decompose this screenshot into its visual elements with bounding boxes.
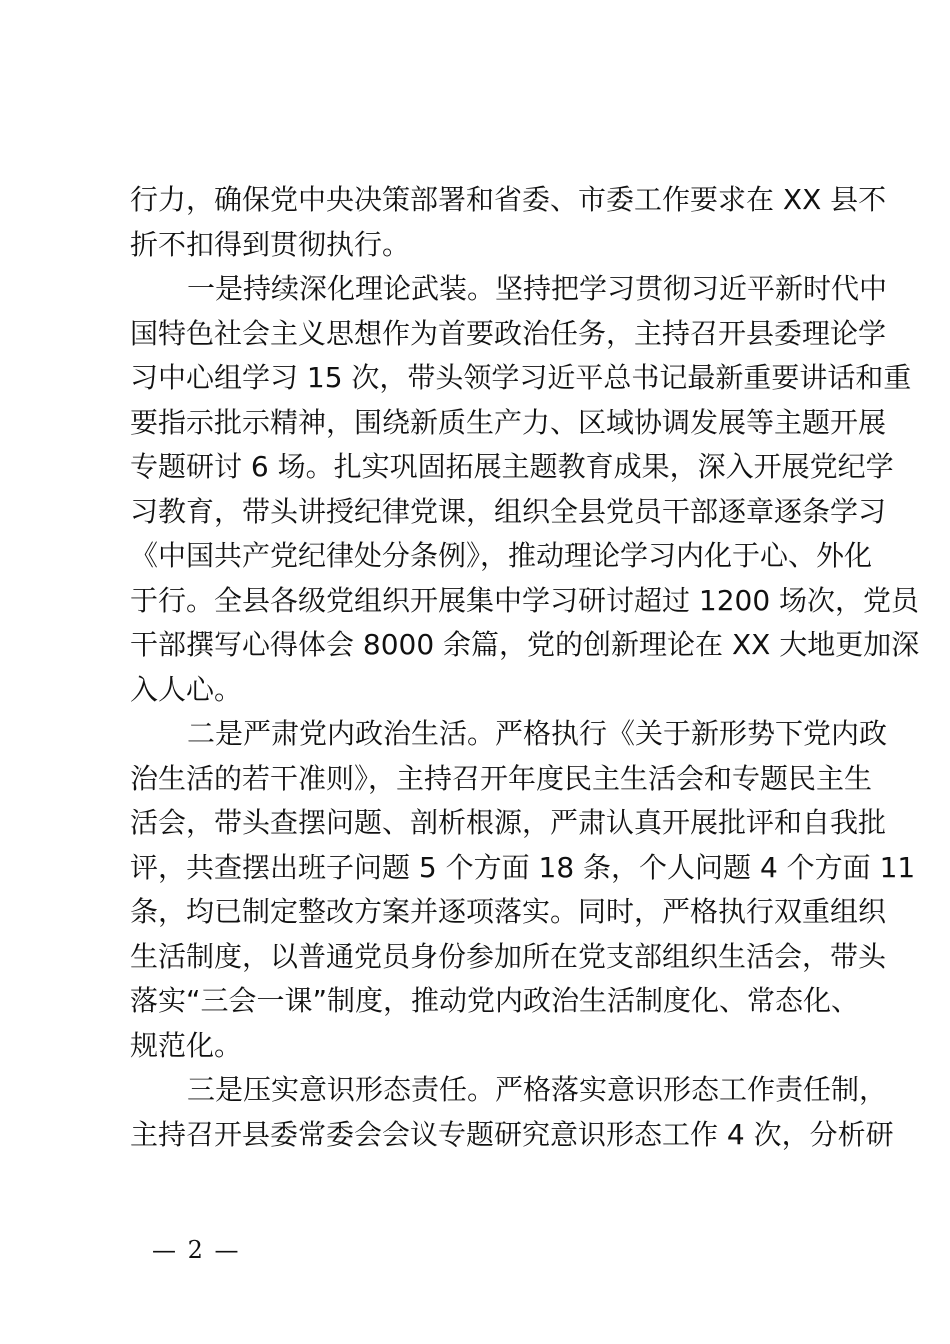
text-line: 折不扣得到贯彻执行。	[130, 227, 411, 261]
text-line: 习中心组学习 15 次，带头领学习近平总书记最新重要讲话和重	[130, 361, 912, 394]
text-line: 三是压实意识形态责任。严格落实意识形态工作责任制，	[187, 1073, 888, 1106]
text-line: 干部撰写心得体会 8000 余篇，党的创新理论在 XX 大地更加深	[130, 628, 920, 661]
text-line: 主持召开县委常委会会议专题研究意识形态工作 4 次，分析研	[130, 1117, 894, 1151]
text-line: 《中国共产党纪律处分条例》，推动理论学习内化于心、外化	[130, 539, 873, 572]
page-number: — 2 —	[152, 1236, 241, 1264]
text-line: 行力，确保党中央决策部署和省委、市委工作要求在 XX 县不	[130, 183, 887, 216]
text-line: 治生活的若干准则》，主持召开年度民主生活会和专题民主生	[130, 761, 873, 795]
text-line: 落实“三会一课”制度，推动党内政治生活制度化、常态化、	[130, 984, 860, 1017]
text-line: 要指示批示精神，围绕新质生产力、区域协调发展等主题开展	[130, 405, 887, 439]
document-body	[130, 178, 920, 1157]
text-line: 二是严肃党内政治生活。严格执行《关于新形势下党内政	[187, 717, 888, 750]
text-line: 于行。全县各级党组织开展集中学习研讨超过 1200 场次，党员	[130, 583, 920, 617]
text-line: 活会，带头查摆问题、剖析根源，严肃认真开展批评和自我批	[130, 806, 887, 839]
text-line: 条，均已制定整改方案并逐项落实。同时，严格执行双重组织	[130, 895, 887, 928]
text-line: 习教育，带头讲授纪律党课，组织全县党员干部逐章逐条学习	[130, 494, 887, 528]
text-line: 专题研讨 6 场。扎实巩固拓展主题教育成果，深入开展党纪学	[130, 450, 894, 483]
text-line: 国特色社会主义思想作为首要政治任务，主持召开县委理论学	[130, 316, 887, 350]
text-line: 评，共查摆出班子问题 5 个方面 18 条，个人问题 4 个方面 11	[130, 850, 916, 884]
text-line: 入人心。	[130, 672, 243, 706]
text-line: 规范化。	[130, 1028, 243, 1062]
text-line: 生活制度，以普通党员身份参加所在党支部组织生活会，带头	[130, 939, 887, 973]
text-line: 一是持续深化理论武装。坚持把学习贯彻习近平新时代中	[187, 272, 888, 305]
